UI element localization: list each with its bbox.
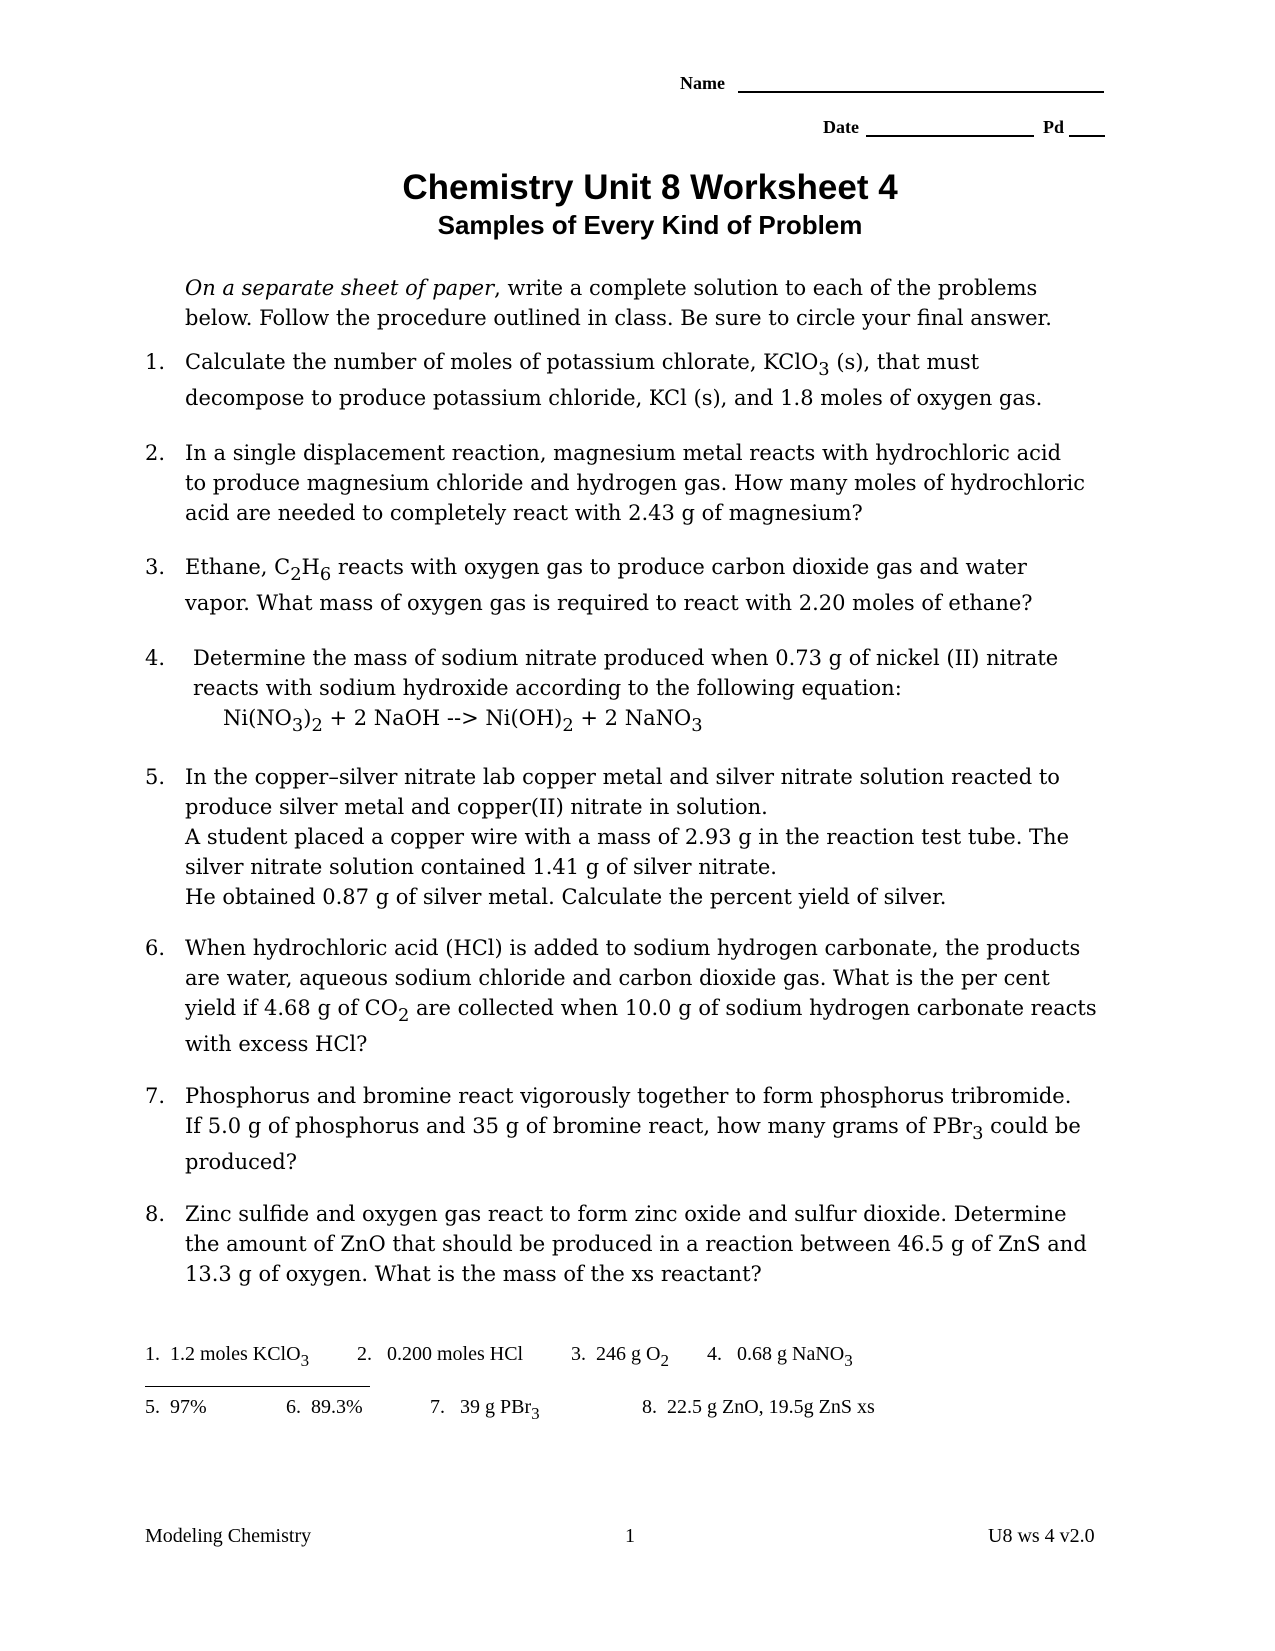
pd-blank xyxy=(1069,135,1105,137)
answer-divider xyxy=(145,1386,370,1387)
instructions: On a separate sheet of paper, write a complete solution to each of the problems below. Follow the procedure outlined in class. Be sure to circle your final answer. xyxy=(185,276,1052,330)
answer-8: 8. 22.5 g ZnO, 19.5g ZnS xs xyxy=(642,1396,875,1418)
date-label: Date xyxy=(823,117,859,137)
footer-left: Modeling Chemistry xyxy=(145,1525,312,1547)
answer-6: 6. 89.3% xyxy=(286,1396,363,1418)
question-7: 7. Phosphorus and bromine react vigorously together to form phosphorus tribromide. If 5.0 g of phosphorus and 35 g of bromine react, how many grams of PBr$_3$ could be produced? xyxy=(145,1084,1081,1174)
answer-3: 3. 246 g $O_2$ xyxy=(571,1343,669,1370)
question-1: 1. Calculate the number of moles of potassium chlorate, KClO$_3$ (s), that must decompose to produce potassium chloride, KCl (s), and 1.8 moles of oxygen gas. xyxy=(145,350,1043,410)
answer-4: 4. 0.68 g NaNO$_3$ xyxy=(707,1343,853,1370)
answer-5: 5. 97% xyxy=(145,1396,207,1418)
question-2: 2. In a single displacement reaction, magnesium metal reacts with hydrochloric acid to produce magnesium chloride and hydrogen gas. How many moles of hydrochloric acid are needed to completely react with 2.43 g of magnesium? xyxy=(145,441,1085,525)
question-4: 4. Determine the mass of sodium nitrate produced when 0.73 g of nickel (II) nitrate reacts with sodium hydroxide according to the following equation: $Ni(NO_3)_2 + 2$ NaOH --> $Ni(OH)_2 + 2$ NaNO$_3$ xyxy=(145,643,1155,733)
page-subtitle: Samples of Every Kind of Problem xyxy=(437,210,863,240)
question-6: 6. When hydrochloric acid (HCl) is added to sodium hydrogen carbonate, the products are water, aqueous sodium chloride and carbon dioxide gas. What is the per cent yield if 4.68 g of $CO_2$ are collected when 10.0 g of sodium hydrogen carbonate reacts with excess HCl? xyxy=(145,936,1097,1056)
footer-right: U8 ws 4 v2.0 xyxy=(988,1525,1095,1547)
answer-1: 1. 1.2 moles KClO$_3$ xyxy=(145,1343,310,1370)
name-label: Name xyxy=(680,73,725,93)
instructions-italic: On a separate sheet of paper xyxy=(185,276,495,300)
question-5: 5. In the copper–silver nitrate lab copper metal and silver nitrate solution reacted to produce silver metal and copper(II) nitrate in solution. A student placed a copper wire with a mass of 2.93 g in the reaction test tube. The silver nitrate solution contained 1.41 g of silver nitrate. He obtained 0.87 g of silver metal. Calculate the percent yield of silver. xyxy=(145,765,1069,909)
answer-7: 7. 39 g PBr$_3$ xyxy=(430,1396,540,1423)
name-blank xyxy=(738,91,1104,93)
question-8: 8. Zinc sulfide and oxygen gas react to form zinc oxide and sulfur dioxide. Determine the amount of ZnO that should be produced in a reaction between 46.5 g of ZnS and 13.3 g of oxygen. What is the mass of the xs reactant? xyxy=(145,1202,1087,1286)
pd-label: Pd xyxy=(1043,117,1065,137)
page-number: 1 xyxy=(625,1525,635,1547)
chemical-equation: $Ni(NO_3)_2 + 2$ NaOH --> $Ni(OH)_2 + 2$ NaNO$_3$ xyxy=(223,706,703,737)
date-blank xyxy=(866,135,1034,137)
question-3: 3. Ethane, $C_2H_6$ reacts with oxygen gas to produce carbon dioxide gas and water vapor. What mass of oxygen gas is required to react with 2.20 moles of ethane? xyxy=(145,555,1033,615)
answer-2: 2. 0.200 moles HCl xyxy=(357,1343,524,1365)
page-title: Chemistry Unit 8 Worksheet 4 xyxy=(402,168,898,207)
